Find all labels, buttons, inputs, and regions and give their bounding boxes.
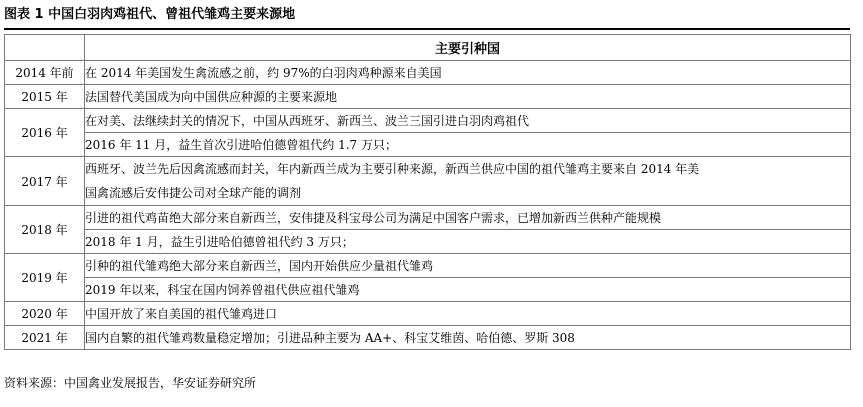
table-row bbox=[5, 278, 851, 302]
row-content: 2018 年 1 月，益生引进哈伯德曾祖代约 3 万只； bbox=[85, 230, 851, 254]
table-caption: 图表 1 中国白羽肉鸡祖代、曾祖代雏鸡主要来源地 bbox=[4, 7, 296, 22]
row-content bbox=[85, 157, 851, 206]
row-content: 国内自繁的祖代雏鸡数量稳定增加；引进品种主要为 AA+、科宝艾维茵、哈伯德、罗斯 308 bbox=[85, 326, 851, 350]
row-year: 2016 年 bbox=[5, 109, 85, 157]
table-header-row bbox=[5, 35, 851, 61]
row-content: 在对美、法继续封关的情况下，中国从西班牙、新西兰、波兰三国引进白羽肉鸡祖代 bbox=[85, 109, 851, 133]
table-row bbox=[5, 61, 851, 85]
row-year: 2017 年 bbox=[5, 157, 85, 206]
row-content: 法国替代美国成为向中国供应种源的主要来源地 bbox=[85, 85, 851, 109]
row-content: 在 2014 年美国发生禽流感之前，约 97%的白羽肉鸡种源来自美国 bbox=[85, 61, 851, 85]
source-note: 资料来源：中国禽业发展报告，华安证券研究所 bbox=[4, 376, 257, 390]
header-main-source: 主要引种国 bbox=[85, 35, 851, 61]
row-content-line: 国禽流感后安伟捷公司对全球产能的调剂 bbox=[85, 186, 302, 200]
row-year: 2019 年 bbox=[5, 254, 85, 302]
table-row bbox=[5, 157, 851, 206]
row-year: 2018 年 bbox=[5, 206, 85, 254]
row-content: 2016 年 11 月，益生首次引进哈伯德曾祖代约 1.7 万只； bbox=[85, 133, 851, 157]
table-row bbox=[5, 230, 851, 254]
sources-table bbox=[4, 34, 851, 350]
row-year: 2014 年前 bbox=[5, 61, 85, 85]
row-year: 2021 年 bbox=[5, 326, 85, 350]
table-row bbox=[5, 85, 851, 109]
row-year: 2020 年 bbox=[5, 302, 85, 326]
row-year: 2015 年 bbox=[5, 85, 85, 109]
table-row bbox=[5, 254, 851, 278]
table-row bbox=[5, 326, 851, 350]
row-content: 2019 年以来，科宝在国内饲养曾祖代供应祖代雏鸡 bbox=[85, 278, 851, 302]
row-content-line: 西班牙、波兰先后因禽流感而封关，年内新西兰成为主要引种来源，新西兰供应中国的祖代雏鸡主要来自 2014 年美 bbox=[85, 162, 700, 176]
caption-rule bbox=[4, 28, 850, 30]
table-row bbox=[5, 302, 851, 326]
table-row bbox=[5, 109, 851, 133]
header-year bbox=[5, 35, 85, 61]
table-row bbox=[5, 206, 851, 230]
row-content: 引种的祖代雏鸡绝大部分来自新西兰，国内开始供应少量祖代雏鸡 bbox=[85, 254, 851, 278]
row-content: 中国开放了来自美国的祖代雏鸡进口 bbox=[85, 302, 851, 326]
table-row bbox=[5, 133, 851, 157]
row-content: 引进的祖代鸡苗绝大部分来自新西兰，安伟捷及科宝母公司为满足中国客户需求，已增加新西兰供种产能规模 bbox=[85, 206, 851, 230]
